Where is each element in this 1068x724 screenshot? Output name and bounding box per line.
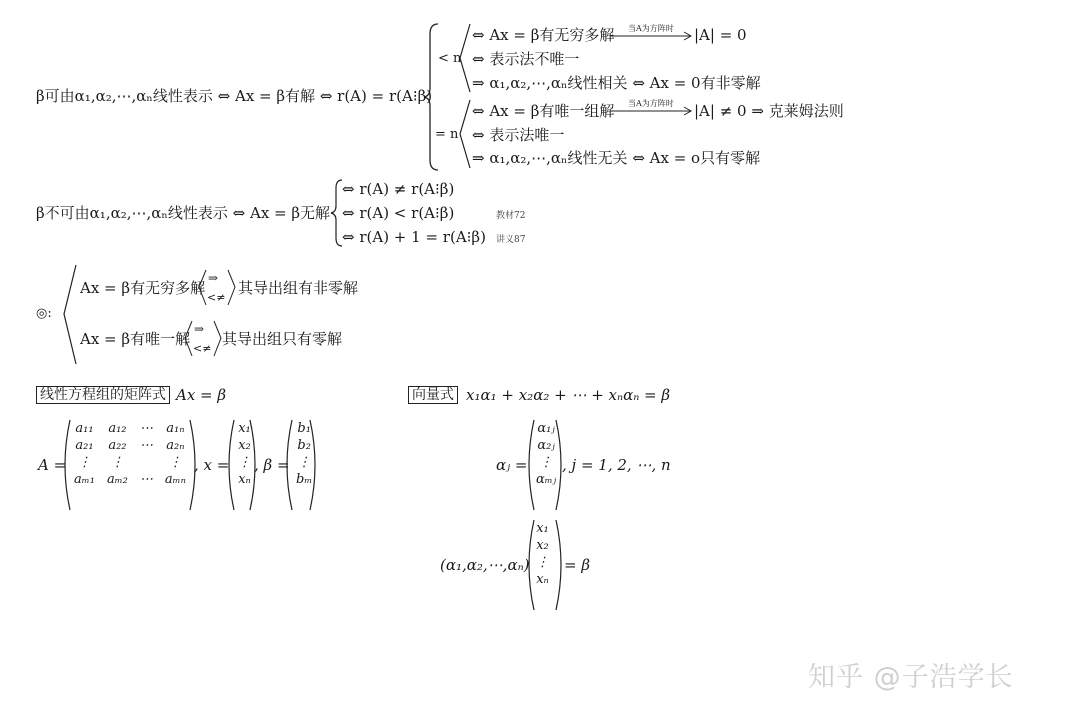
- vector-x-2: [530, 520, 555, 588]
- vector-form-eq: x₁α₁ + x₂α₂ + ⋯ + xₙαₙ = β: [466, 386, 671, 404]
- a-cell: ⋮: [77, 455, 91, 470]
- block3-line2-tail: 其导出组只有零解: [222, 330, 343, 348]
- block3-label: ◎:: [36, 306, 52, 321]
- vector-form-title: 向量式: [408, 386, 458, 404]
- a-cell: ⋮: [168, 455, 182, 470]
- lt-line-det-zero: |A| = 0: [694, 26, 747, 44]
- alpha-row-label: (α₁,α₂,⋯,αₙ): [440, 556, 530, 574]
- block2-line-1: ⇔ r(A) ≠ r(A⁝β): [342, 180, 455, 198]
- lt-line-infinite: ⇔ Ax = β有无穷多解: [472, 26, 615, 44]
- eq-line-unique: ⇔ Ax = β有唯一组解: [472, 102, 615, 120]
- b-cell: bₘ: [296, 472, 313, 487]
- x-cell: ⋮: [536, 555, 549, 570]
- block3-line1-tail: 其导出组有非零解: [238, 279, 359, 297]
- matrix-x-label: , x =: [194, 456, 230, 474]
- matrix-form-title: 线性方程组的矩阵式: [36, 386, 170, 404]
- block2-lhs: β不可由α₁,α₂,⋯,αₙ线性表示 ⇔ Ax = β无解: [36, 204, 331, 222]
- watermark: 知乎 @子浩学长: [808, 662, 1014, 693]
- matrix-b-label: , β =: [254, 456, 290, 474]
- alpha-j-label: αⱼ =: [496, 456, 528, 474]
- a-cell: ⋯: [139, 472, 153, 487]
- a-cell: ⋯: [139, 421, 153, 436]
- b-cell: b₁: [297, 421, 311, 436]
- a-cell: a₁₂: [108, 421, 127, 436]
- block2-line-2: ⇔ r(A) < r(A⁝β): [342, 204, 455, 222]
- matrix-form-eq: Ax = β: [176, 386, 227, 404]
- row-tail: = β: [564, 556, 591, 574]
- vector-alpha-j: [530, 420, 562, 488]
- ref-textbook: 教材72: [496, 211, 526, 221]
- eq-line-cramer: |A| ≠ 0 ⇒ 克莱姆法则: [694, 102, 844, 120]
- x-cell: ⋮: [238, 455, 251, 470]
- b-cell: ⋮: [297, 455, 311, 470]
- block3-not-reverse-2: <≠: [193, 342, 212, 355]
- block3-implies-1: ⇒: [208, 271, 219, 285]
- lt-line-dependent: ⇒ α₁,α₂,⋯,αₙ线性相关 ⇔ Ax = 0有非零解: [472, 74, 761, 92]
- alpha-cell: α₂ⱼ: [537, 438, 555, 453]
- rank-less-than-n: < n: [438, 51, 462, 66]
- x-cell: xₙ: [536, 572, 549, 587]
- alpha-cell: ⋮: [539, 455, 553, 470]
- b-cell: b₂: [297, 438, 311, 453]
- lt-line-not-unique: ⇔ 表示法不唯一: [472, 50, 580, 68]
- x-cell: xₙ: [238, 472, 251, 487]
- block1-lhs: β可由α₁,α₂,⋯,αₙ线性表示 ⇔ Ax = β有解 ⇔ r(A) = r(A⁝β): [36, 87, 433, 105]
- matrix-A: [68, 420, 192, 488]
- block3-line2: Ax = β有唯一解: [80, 330, 191, 348]
- vector-b: [290, 420, 318, 488]
- eq-line-unique-rep: ⇔ 表示法唯一: [472, 126, 565, 144]
- a-cell: a₂ₙ: [166, 438, 185, 453]
- block3-implies-2: ⇒: [194, 322, 205, 336]
- a-cell: a₂₂: [108, 438, 127, 453]
- a-cell: [134, 454, 159, 471]
- vector-x: [232, 420, 257, 488]
- a-cell: a₂₁: [75, 438, 94, 453]
- x-cell: x₁: [238, 421, 251, 436]
- alpha-j-tail: , j = 1, 2, ⋯, n: [562, 456, 671, 474]
- a-cell: aₘₙ: [164, 472, 186, 487]
- x-cell: x₂: [536, 538, 549, 553]
- x-cell: x₂: [238, 438, 251, 453]
- x-cell: x₁: [536, 521, 549, 536]
- arrow-note-2: 当A为方阵时: [628, 99, 674, 108]
- alpha-cell: αₘⱼ: [536, 472, 557, 487]
- block2-line-3: ⇔ r(A) + 1 = r(A⁝β): [342, 228, 486, 246]
- matrix-A-label: A =: [38, 456, 67, 474]
- arrow-note-1: 当A为方阵时: [628, 24, 674, 33]
- a-cell: a₁₁: [75, 421, 94, 436]
- eq-line-independent: ⇒ α₁,α₂,⋯,αₙ线性无关 ⇔ Ax = o只有零解: [472, 149, 761, 167]
- ref-notes: 讲义87: [496, 235, 526, 245]
- alpha-cell: α₁ⱼ: [537, 421, 555, 436]
- a-cell: a₁ₙ: [166, 421, 185, 436]
- a-cell: aₘ₂: [106, 472, 128, 487]
- block3-line1: Ax = β有无穷多解: [80, 279, 206, 297]
- a-cell: ⋮: [110, 455, 124, 470]
- a-cell: ⋯: [139, 438, 153, 453]
- block3-not-reverse-1: <≠: [207, 291, 226, 304]
- a-cell: aₘ₁: [74, 472, 95, 487]
- rank-equal-n: = n: [435, 127, 459, 142]
